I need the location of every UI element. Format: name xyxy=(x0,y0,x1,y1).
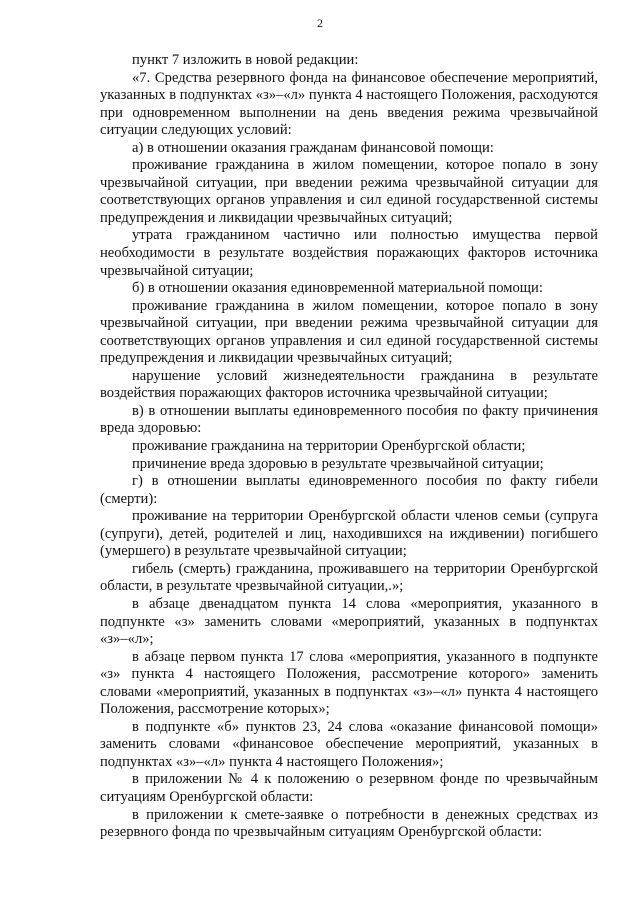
paragraph-13: проживание на территории Оренбургской области членов семьи (супруга (супруги), детей, родителей и лиц, находившихся на иждивении) погибшего (умершего) в результате чрезвычайной ситуации; xyxy=(100,508,598,560)
paragraph-17: в подпункте «б» пунктов 23, 24 слова «оказание финансовой помощи» заменить словами «финансовое обеспечение мероприятий, указанных в подпунктах «з»–«л» пункта 4 настоящего Положения»; xyxy=(100,718,598,770)
paragraph-18: в приложении № 4 к положению о резервном фонде по чрезвычайным ситуациям Оренбургской области: xyxy=(100,771,598,805)
paragraph-1: пункт 7 изложить в новой редакции: xyxy=(132,52,359,68)
paragraph-10: проживание гражданина на территории Оренбургской области; xyxy=(132,438,526,455)
paragraph-14: гибель (смерть) гражданина, проживавшего на территории Оренбургской области, в результате чрезвычайной ситуации,.»; xyxy=(100,560,598,595)
paragraph-9: в) в отношении выплаты единовременного пособия по факту причинения вреда здоровью: xyxy=(100,402,598,437)
paragraph-2: «7. Средства резервного фонда на финансовое обеспечение мероприятий, указанных в подпунктах «з»–«л» пункта 4 настоящего Положения, расходуются при одновременном выполнении на день введения режима чрезвычайной ситуации следующих условий: xyxy=(100,69,598,139)
paragraph-5: утрата гражданином частично или полностью имущества первой необходимости в результате воздействия поражающих факторов источника чрезвычайной ситуации; xyxy=(100,227,598,279)
document-body xyxy=(100,52,598,842)
paragraph-3: а) в отношении оказания гражданам финансовой помощи: xyxy=(132,139,494,156)
paragraph-16: в абзаце первом пункта 17 слова «мероприятия, указанного в подпункте «з» пункта 4 настоящего Положения, рассмотрение которого» заменить словами «мероприятий, указанных в подпунктах «з»–«л» пункта 4 настоящего Положения, рассмотрение которых»; xyxy=(100,648,598,718)
paragraph-12: г) в отношении выплаты единовременного пособия по факту гибели (смерти): xyxy=(100,473,598,507)
paragraph-19: в приложении к смете-заявке о потребности в денежных средствах из резервного фонда по чрезвычайным ситуациям Оренбургской области: xyxy=(100,806,598,841)
paragraph-8: нарушение условий жизнедеятельности гражданина в результате воздействия поражающих факторов источника чрезвычайной ситуации; xyxy=(100,367,598,402)
page-number: 2 xyxy=(317,16,323,30)
paragraph-15: в абзаце двенадцатом пункта 14 слова «мероприятия, указанного в подпункте «з» заменить словами «мероприятий, указанных в подпунктах «з»–«л»; xyxy=(100,595,598,648)
paragraph-11: причинение вреда здоровью в результате чрезвычайной ситуации; xyxy=(132,455,544,472)
paragraph-6: б) в отношении оказания единовременной материальной помощи: xyxy=(132,280,543,297)
paragraph-7: проживание гражданина в жилом помещении, которое попало в зону чрезвычайной ситуации, при введении режима чрезвычайной ситуации для соответствующих органов управления и сил единой государственной системы предупреждения и ликвидации чрезвычайных ситуаций; xyxy=(100,297,598,367)
paragraph-4: проживание гражданина в жилом помещении, которое попало в зону чрезвычайной ситуации, при введении режима чрезвычайной ситуации для соответствующих органов управления и сил единой государственной системы предупреждения и ликвидации чрезвычайных ситуаций; xyxy=(100,157,598,226)
